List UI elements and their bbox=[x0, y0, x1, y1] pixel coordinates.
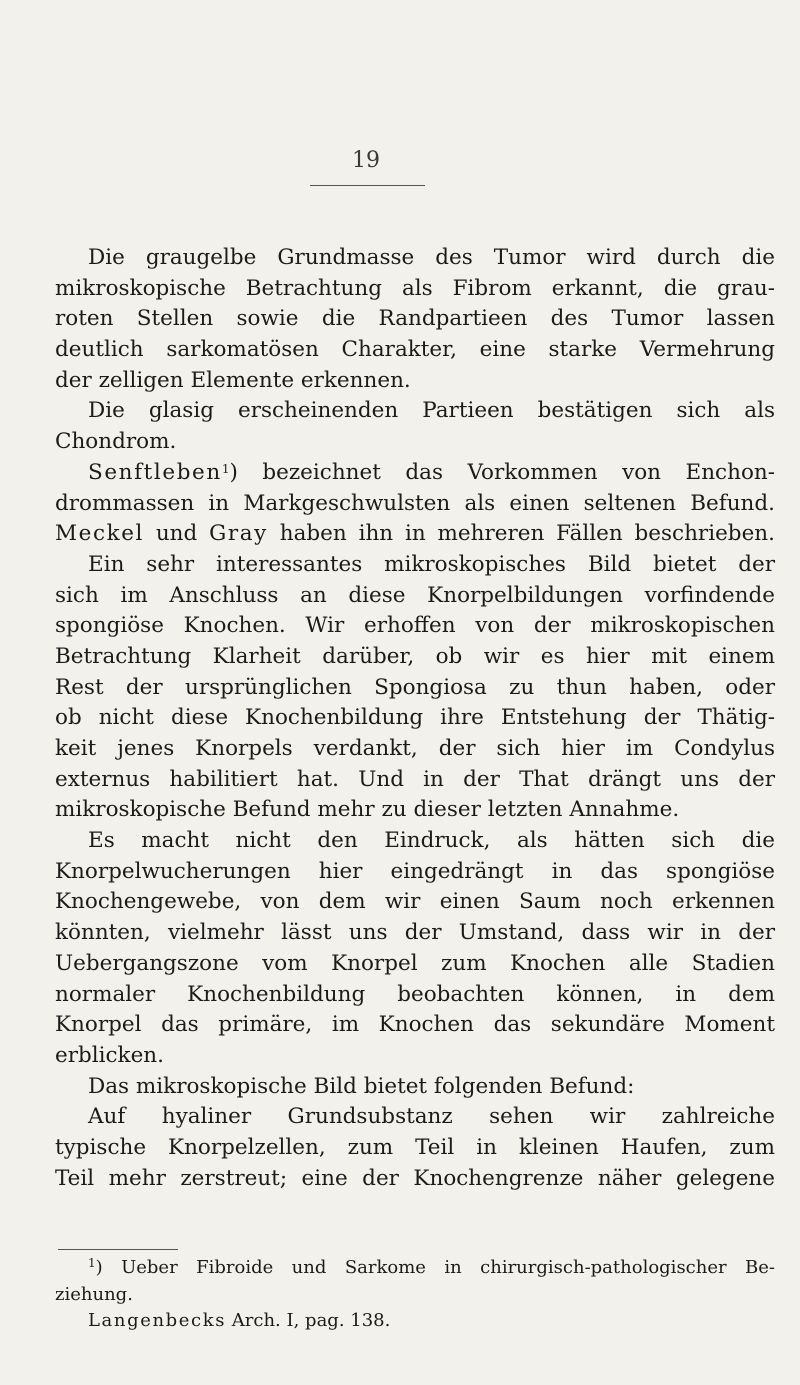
body_lines-line bbox=[55, 1010, 775, 1041]
body_lines-line bbox=[55, 949, 775, 980]
spaced-name: Senftleben bbox=[88, 459, 222, 485]
line-text: ) bezeichnet das Vorkommen von Enchon- bbox=[229, 459, 775, 485]
body_lines-line bbox=[55, 366, 775, 397]
body_lines-line bbox=[55, 980, 775, 1011]
body_lines-line bbox=[55, 550, 775, 581]
line-text: normaler Knochenbildung beobachten können, in dem bbox=[55, 981, 775, 1007]
body_lines-line bbox=[55, 1133, 775, 1164]
line-text: externus habilitiert hat. Und in der That drängt uns der bbox=[55, 766, 775, 792]
line-text: Knochengewebe, von dem wir einen Saum noch erkennen bbox=[55, 889, 775, 915]
body_lines-line bbox=[55, 734, 775, 765]
footnote-marker: 1 bbox=[221, 461, 230, 476]
line-text: Knorpelwucherungen hier eingedrängt in das spongiöse bbox=[55, 858, 775, 884]
body_lines-line bbox=[55, 396, 775, 427]
body_lines-line bbox=[55, 489, 775, 520]
line-text: deutlich sarkomatösen Charakter, eine starke Vermehrung bbox=[55, 337, 775, 363]
line-text: roten Stellen sowie die Randpartieen des Tumor lassen bbox=[55, 306, 775, 332]
line-text: spongiöse Knochen. Wir erhoffen von der mikroskopischen bbox=[55, 613, 775, 639]
line-text: erblicken. bbox=[55, 1042, 164, 1068]
line-text: sich im Anschluss an diese Knorpelbildungen vorfindende bbox=[55, 582, 775, 608]
body_lines-line bbox=[55, 795, 775, 826]
line-text: drommassen in Markgeschwulsten als einen seltenen Befund. bbox=[55, 490, 775, 516]
line-text: ziehung. bbox=[55, 1283, 133, 1305]
body_lines-line bbox=[55, 1102, 775, 1133]
spaced-name: Gray bbox=[209, 521, 268, 547]
body_lines-line bbox=[55, 1072, 775, 1103]
line-text: der zelligen Elemente erkennen. bbox=[55, 367, 411, 393]
line-text: Betrachtung Klarheit darüber, ob wir es hier mit einem bbox=[55, 643, 775, 669]
body_lines-line bbox=[55, 519, 775, 550]
body_lines-line bbox=[55, 611, 775, 642]
footnotes bbox=[55, 1255, 775, 1335]
footnote_lines-line bbox=[55, 1282, 775, 1309]
line-text: Es macht nicht den Eindruck, als hätten sich die bbox=[88, 828, 775, 854]
body_lines-line bbox=[55, 1041, 775, 1072]
body-text bbox=[55, 243, 775, 1194]
line-text: Ein sehr interessantes mikroskopisches Bild bietet der bbox=[88, 551, 775, 577]
line-text: Das mikroskopische Bild bietet folgenden Befund: bbox=[88, 1073, 635, 1099]
body_lines-line bbox=[55, 1164, 775, 1195]
line-text: typische Knorpelzellen, zum Teil in kleinen Haufen, zum bbox=[55, 1134, 775, 1160]
line-text: Auf hyaliner Grundsubstanz sehen wir zahlreiche bbox=[88, 1104, 775, 1130]
line-text: Knorpel das primäre, im Knochen das sekundäre Moment bbox=[55, 1012, 775, 1038]
body_lines-line bbox=[55, 335, 775, 366]
body_lines-line bbox=[55, 304, 775, 335]
line-text: ) Ueber Fibroide und Sarkome in chirurgisch-pathologischer Be- bbox=[95, 1257, 775, 1278]
line-text: haben ihn in mehreren Fällen beschrieben. bbox=[267, 521, 775, 547]
body_lines-line bbox=[55, 857, 775, 888]
line-text: mikroskopische Betrachtung als Fibrom erkannt, die grau- bbox=[55, 275, 775, 301]
line-text: mikroskopische Befund mehr zu dieser letzten Annahme. bbox=[55, 797, 680, 823]
body_lines-line bbox=[55, 427, 775, 458]
spaced-name: Meckel bbox=[55, 521, 145, 547]
line-text: und bbox=[144, 521, 210, 547]
body_lines-line bbox=[55, 274, 775, 305]
line-text: Die glasig erscheinenden Partieen bestätigen sich als bbox=[88, 398, 775, 424]
line-text: könnten, vielmehr lässt uns der Umstand, dass wir in der bbox=[55, 920, 775, 946]
body_lines-line bbox=[55, 673, 775, 704]
line-text: ob nicht diese Knochenbildung ihre Entstehung der Thätig- bbox=[55, 705, 775, 731]
footnote-rule bbox=[58, 1249, 178, 1250]
body_lines-line bbox=[55, 918, 775, 949]
spaced-name: Langenbecks bbox=[88, 1310, 227, 1331]
body_lines-line bbox=[55, 581, 775, 612]
line-text: keit jenes Knorpels verdankt, der sich hier im Condylus bbox=[55, 736, 775, 761]
line-text: Rest der ursprünglichen Spongiosa zu thun haben, oder bbox=[55, 674, 775, 700]
body_lines-line bbox=[55, 458, 775, 489]
line-text: Arch. I, pag. 138. bbox=[226, 1310, 391, 1331]
body_lines-line bbox=[55, 642, 775, 673]
line-text: Die graugelbe Grundmasse des Tumor wird durch die bbox=[88, 245, 775, 270]
line-text: Teil mehr zerstreut; eine der Knochengrenze näher gelegene bbox=[55, 1165, 775, 1191]
footnote_lines-line bbox=[55, 1255, 775, 1282]
body_lines-line bbox=[55, 703, 775, 734]
line-text: Chondrom. bbox=[55, 429, 177, 455]
body_lines-line bbox=[55, 765, 775, 796]
body_lines-line bbox=[55, 887, 775, 918]
header-rule bbox=[310, 185, 425, 186]
line-text: Uebergangszone vom Knorpel zum Knochen alle Stadien bbox=[55, 950, 775, 976]
page-number: 19 bbox=[352, 148, 380, 173]
footnote_lines-line bbox=[55, 1308, 775, 1335]
footnote-marker: 1 bbox=[88, 1256, 96, 1270]
body_lines-line bbox=[55, 826, 775, 857]
body_lines-line bbox=[55, 243, 775, 274]
